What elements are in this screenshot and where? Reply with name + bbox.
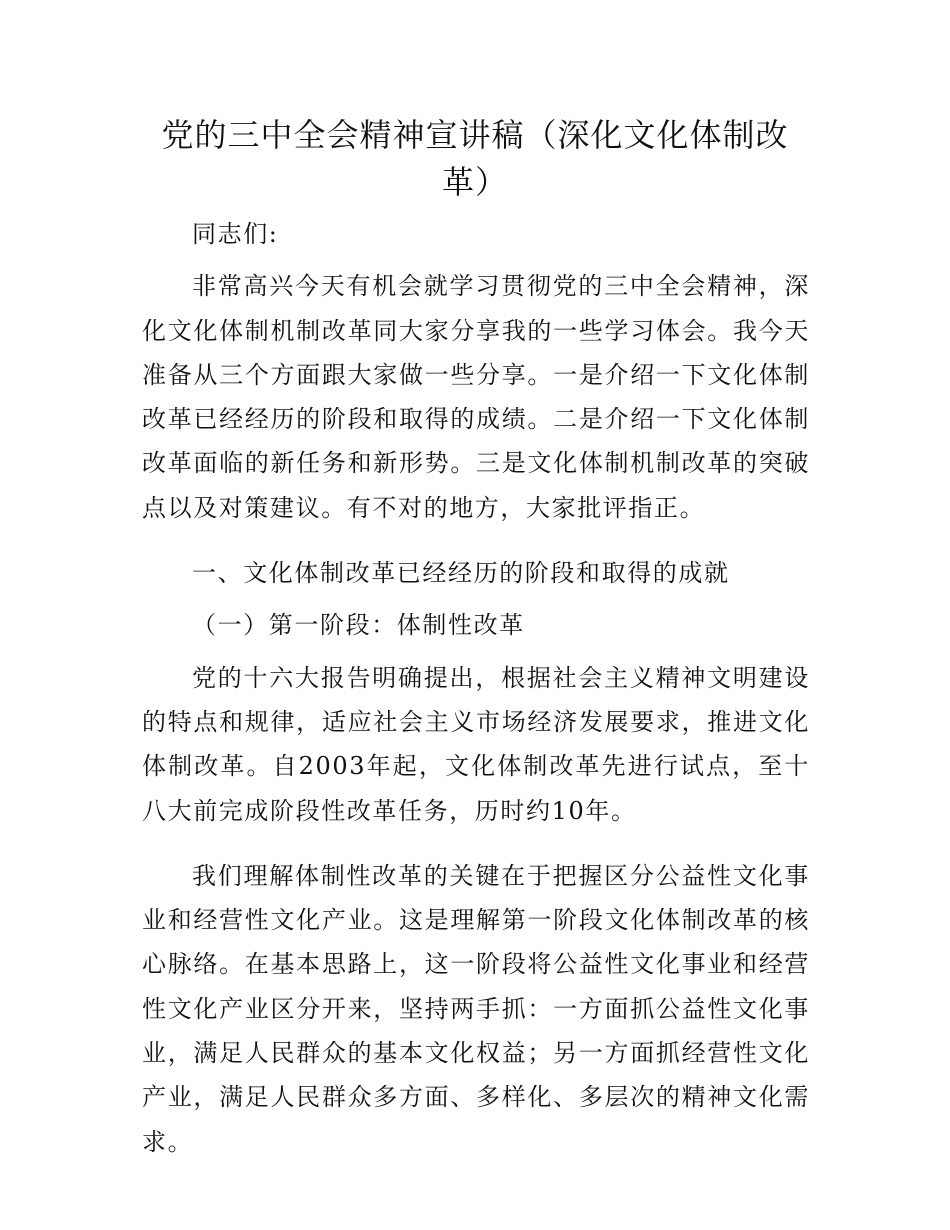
paragraph-stage-one: 党的十六大报告明确提出，根据社会主义精神文明建设的特点和规律，适应社会主义市场经济发展要求，推进文化体制改革。自2003年起，文化体制改革先进行试点，至十八大前完成阶段性改革任务，历时约10年。: [142, 663, 810, 825]
section-heading-1: 一、文化体制改革已经经历的阶段和取得的成就: [192, 559, 730, 588]
document-title: 党的三中全会精神宣讲稿（深化文化体制改革）: [161, 116, 789, 201]
paragraph-intro: 非常高兴今天有机会就学习贯彻党的三中全会精神，深化文化体制机制改革同大家分享我的一些学习体会。我今天准备从三个方面跟大家做一些分享。一是介绍一下文化体制改革已经经历的阶段和取得的成绩。二是介绍一下文化体制改革面临的新任务和新形势。三是文化体制机制改革的突破点以及对策建议。有不对的地方，大家批评指正。: [142, 272, 810, 522]
paragraph-key-understanding: 我们理解体制性改革的关键在于把握区分公益性文化事业和经营性文化产业。这是理解第一阶段文化体制改革的核心脉络。在基本思路上，这一阶段将公益性文化事业和经营性文化产业区分开来，坚持两手抓：一方面抓公益性文化事业，满足人民群众的基本文化权益；另一方面抓经营性文化产业，满足人民群众多方面、多样化、多层次的精神文化需求。: [142, 861, 810, 1156]
salutation: 同志们:: [192, 220, 279, 248]
subsection-heading-1: （一）第一阶段：体制性改革: [192, 611, 525, 640]
document-body: [142, 212, 810, 1185]
